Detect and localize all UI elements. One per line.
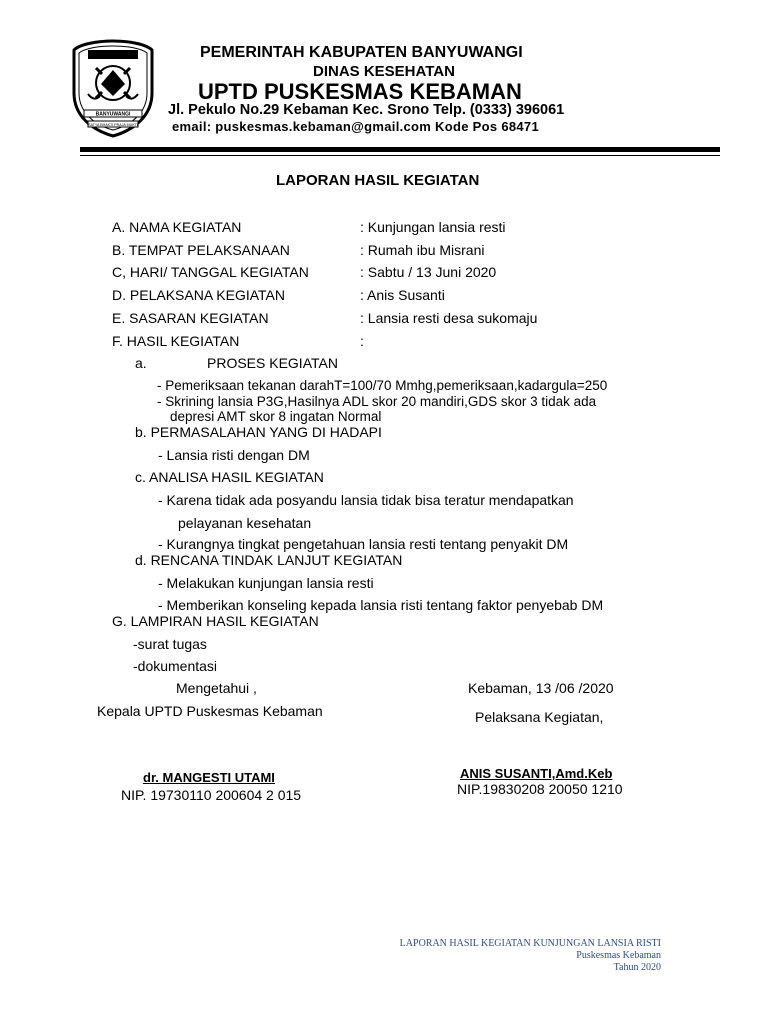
- field-value-hasil: :: [360, 333, 364, 349]
- proses-line-3: depresi AMT skor 8 ingatan Normal: [170, 409, 382, 424]
- letterhead-email: email: puskesmas.kebaman@gmail.com Kode Pos 68471: [172, 119, 539, 134]
- footer-report-title: LAPORAN HASIL KEGIATAN KUNJUNGAN LANSIA RISTI: [399, 938, 661, 949]
- signature-left-name: dr. MANGESTI UTAMI: [143, 770, 275, 785]
- signature-left-nip: NIP. 19730110 200604 2 015: [121, 787, 302, 803]
- letterhead-institution: UPTD PUSKESMAS KEBAMAN: [198, 79, 522, 104]
- field-value-tempat: : Rumah ibu Misrani: [360, 242, 485, 258]
- signature-left-acknowledge: Mengetahui ,: [176, 680, 257, 696]
- lampiran-item-1: -surat tugas: [133, 636, 207, 652]
- signature-right-name: ANIS SUSANTI,Amd.Keb: [460, 766, 613, 781]
- field-label-tempat: B. TEMPAT PELAKSANAAN: [112, 242, 290, 258]
- rencana-heading: d. RENCANA TINDAK LANJUT KEGIATAN: [135, 552, 403, 568]
- field-value-nama: : Kunjungan lansia resti: [360, 219, 506, 235]
- field-value-sasaran: : Lansia resti desa sukomaju: [360, 310, 538, 326]
- footer-year: Tahun 2020: [613, 962, 661, 973]
- analisa-item-1a: - Karena tidak ada posyandu lansia tidak bisa teratur mendapatkan: [158, 492, 574, 508]
- logo-text-bottom: SATYA BHAKTI PRAJA MUKTI: [88, 123, 138, 127]
- proses-line-2: - Skrining lansia P3G,Hasilnya ADL skor 20 mandiri,GDS skor 3 tidak ada: [157, 394, 597, 409]
- letterhead-department: DINAS KESEHATAN: [313, 63, 455, 80]
- signature-right-place-date: Kebaman, 13 /06 /2020: [468, 680, 614, 696]
- analisa-item-2: - Kurangnya tingkat pengetahuan lansia resti tentang penyakit DM: [158, 536, 569, 552]
- lampiran-heading: G. LAMPIRAN HASIL KEGIATAN: [112, 613, 319, 629]
- signature-right-nip: NIP.19830208 20050 1210: [457, 781, 623, 797]
- field-value-pelaksana: : Anis Susanti: [360, 287, 445, 303]
- letterhead-address: Jl. Pekulo No.29 Kebaman Kec. Srono Telp. (0333) 396061: [168, 102, 565, 118]
- permasalahan-heading: b. PERMASALAHAN YANG DI HADAPI: [135, 424, 382, 440]
- signature-right-role: Pelaksana Kegiatan,: [475, 709, 604, 725]
- signature-left-role: Kepala UPTD Puskesmas Kebaman: [97, 703, 323, 719]
- field-label-tanggal: C, HARI/ TANGGAL KEGIATAN: [112, 264, 309, 280]
- letterhead-divider-thin: [80, 155, 720, 156]
- field-label-pelaksana: D. PELAKSANA KEGIATAN: [112, 287, 285, 303]
- permasalahan-item-1: - Lansia risti dengan DM: [158, 447, 310, 463]
- footer-institution: Puskesmas Kebaman: [576, 950, 661, 961]
- rencana-item-1: - Melakukan kunjungan lansia resti: [158, 575, 374, 591]
- logo-text-top: BANYUWANGI: [95, 111, 131, 118]
- letterhead-government: PEMERINTAH KABUPATEN BANYUWANGI: [200, 44, 523, 61]
- banyuwangi-coat-of-arms-logo: [68, 38, 158, 138]
- document-title: LAPORAN HASIL KEGIATAN: [276, 172, 480, 189]
- field-label-nama: A. NAMA KEGIATAN: [112, 219, 242, 235]
- lampiran-item-2: -dokumentasi: [133, 658, 218, 674]
- field-value-tanggal: : Sabtu / 13 Juni 2020: [360, 264, 497, 280]
- proses-marker: a.: [135, 355, 147, 371]
- letterhead-divider-thick: [80, 147, 720, 152]
- analisa-item-1b: pelayanan kesehatan: [178, 515, 312, 531]
- proses-heading: PROSES KEGIATAN: [207, 355, 338, 371]
- analisa-heading: c. ANALISA HASIL KEGIATAN: [135, 469, 324, 485]
- proses-line-1: - Pemeriksaan tekanan darahT=100/70 Mmhg,pemeriksaan,kadargula=250: [157, 378, 608, 393]
- field-label-hasil: F. HASIL KEGIATAN: [112, 333, 240, 349]
- rencana-item-2: - Memberikan konseling kepada lansia risti tentang faktor penyebab DM: [158, 597, 604, 613]
- field-label-sasaran: E. SASARAN KEGIATAN: [112, 310, 269, 326]
